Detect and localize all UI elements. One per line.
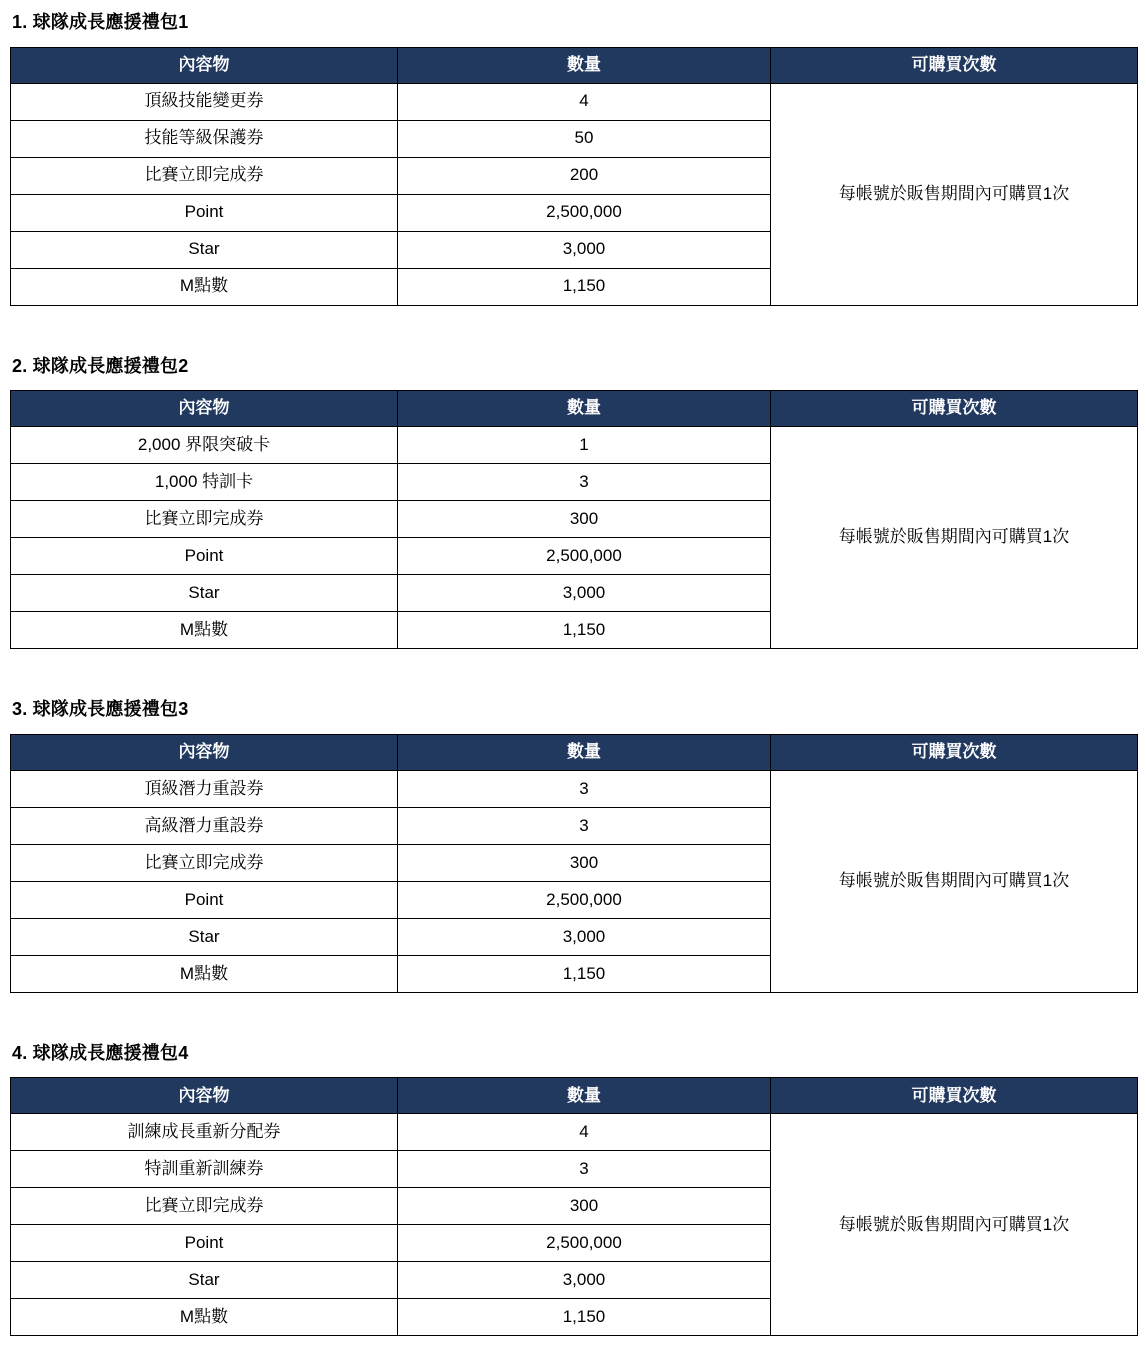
quantity-cell: 2,500,000: [398, 1225, 771, 1262]
quantity-cell: 3,000: [398, 231, 771, 268]
table-row: [11, 770, 1138, 807]
item-name-cell: 訓練成長重新分配券: [11, 1114, 398, 1151]
section-pack3: [10, 699, 1137, 993]
item-name-cell: 比賽立即完成券: [11, 501, 398, 538]
quantity-cell: 300: [398, 844, 771, 881]
col-header-purchase-limit: 可購買次數: [771, 47, 1138, 83]
quantity-cell: 1: [398, 427, 771, 464]
pack2-table: [10, 390, 1138, 649]
section-title: 4. 球隊成長應援禮包4: [12, 1042, 189, 1063]
table-header-row: [11, 1078, 1138, 1114]
quantity-cell: 2,500,000: [398, 194, 771, 231]
item-name-cell: Point: [11, 194, 398, 231]
section-title: 3. 球隊成長應援禮包3: [12, 699, 189, 720]
col-header-purchase-limit: 可購買次數: [771, 734, 1138, 770]
col-header-contents: 內容物: [11, 734, 398, 770]
item-name-cell: M點數: [11, 268, 398, 305]
quantity-cell: 3: [398, 464, 771, 501]
item-name-cell: M點數: [11, 955, 398, 992]
col-header-contents: 內容物: [11, 1078, 398, 1114]
purchase-limit-cell: 每帳號於販售期間內可購買1次: [771, 83, 1138, 305]
item-name-cell: 頂級潛力重設券: [11, 770, 398, 807]
purchase-limit-cell: 每帳號於販售期間內可購買1次: [771, 1114, 1138, 1336]
section-pack4: [10, 1043, 1137, 1337]
col-header-contents: 內容物: [11, 391, 398, 427]
quantity-cell: 3,000: [398, 575, 771, 612]
quantity-cell: 1,150: [398, 268, 771, 305]
table-row: [11, 83, 1138, 120]
table-row: [11, 1114, 1138, 1151]
item-name-cell: Point: [11, 538, 398, 575]
quantity-cell: 50: [398, 120, 771, 157]
quantity-cell: 3: [398, 770, 771, 807]
quantity-cell: 4: [398, 83, 771, 120]
item-name-cell: Point: [11, 881, 398, 918]
section-title: 2. 球隊成長應援禮包2: [12, 355, 189, 376]
item-name-cell: Point: [11, 1225, 398, 1262]
quantity-cell: 200: [398, 157, 771, 194]
col-header-contents: 內容物: [11, 47, 398, 83]
item-name-cell: Star: [11, 231, 398, 268]
pack3-table: [10, 734, 1138, 993]
section-title: 1. 球隊成長應援禮包1: [12, 12, 189, 32]
item-name-cell: 特訓重新訓練券: [11, 1151, 398, 1188]
quantity-cell: 3: [398, 1151, 771, 1188]
table-header-row: [11, 734, 1138, 770]
quantity-cell: 1,150: [398, 955, 771, 992]
quantity-cell: 1,150: [398, 612, 771, 649]
quantity-cell: 300: [398, 1188, 771, 1225]
section-pack1: [10, 12, 1137, 306]
table-header-row: [11, 47, 1138, 83]
item-name-cell: Star: [11, 575, 398, 612]
item-name-cell: 1,000 特訓卡: [11, 464, 398, 501]
purchase-limit-cell: 每帳號於販售期間內可購買1次: [771, 770, 1138, 992]
item-name-cell: 頂級技能變更券: [11, 83, 398, 120]
col-header-quantity: 數量: [398, 391, 771, 427]
quantity-cell: 300: [398, 501, 771, 538]
pack1-table: [10, 47, 1138, 306]
item-name-cell: 比賽立即完成券: [11, 844, 398, 881]
item-name-cell: Star: [11, 918, 398, 955]
item-name-cell: M點數: [11, 612, 398, 649]
col-header-purchase-limit: 可購買次數: [771, 391, 1138, 427]
table-row: [11, 427, 1138, 464]
col-header-quantity: 數量: [398, 47, 771, 83]
item-name-cell: 比賽立即完成券: [11, 157, 398, 194]
quantity-cell: 3: [398, 807, 771, 844]
item-name-cell: 技能等級保護券: [11, 120, 398, 157]
item-name-cell: 比賽立即完成券: [11, 1188, 398, 1225]
table-header-row: [11, 391, 1138, 427]
purchase-limit-cell: 每帳號於販售期間內可購買1次: [771, 427, 1138, 649]
quantity-cell: 2,500,000: [398, 538, 771, 575]
section-pack2: [10, 356, 1137, 650]
col-header-quantity: 數量: [398, 734, 771, 770]
item-name-cell: 2,000 界限突破卡: [11, 427, 398, 464]
quantity-cell: 4: [398, 1114, 771, 1151]
item-name-cell: Star: [11, 1262, 398, 1299]
quantity-cell: 3,000: [398, 1262, 771, 1299]
item-name-cell: 高級潛力重設券: [11, 807, 398, 844]
col-header-quantity: 數量: [398, 1078, 771, 1114]
quantity-cell: 1,150: [398, 1299, 771, 1336]
pack4-table: [10, 1077, 1138, 1336]
item-name-cell: M點數: [11, 1299, 398, 1336]
col-header-purchase-limit: 可購買次數: [771, 1078, 1138, 1114]
quantity-cell: 3,000: [398, 918, 771, 955]
quantity-cell: 2,500,000: [398, 881, 771, 918]
